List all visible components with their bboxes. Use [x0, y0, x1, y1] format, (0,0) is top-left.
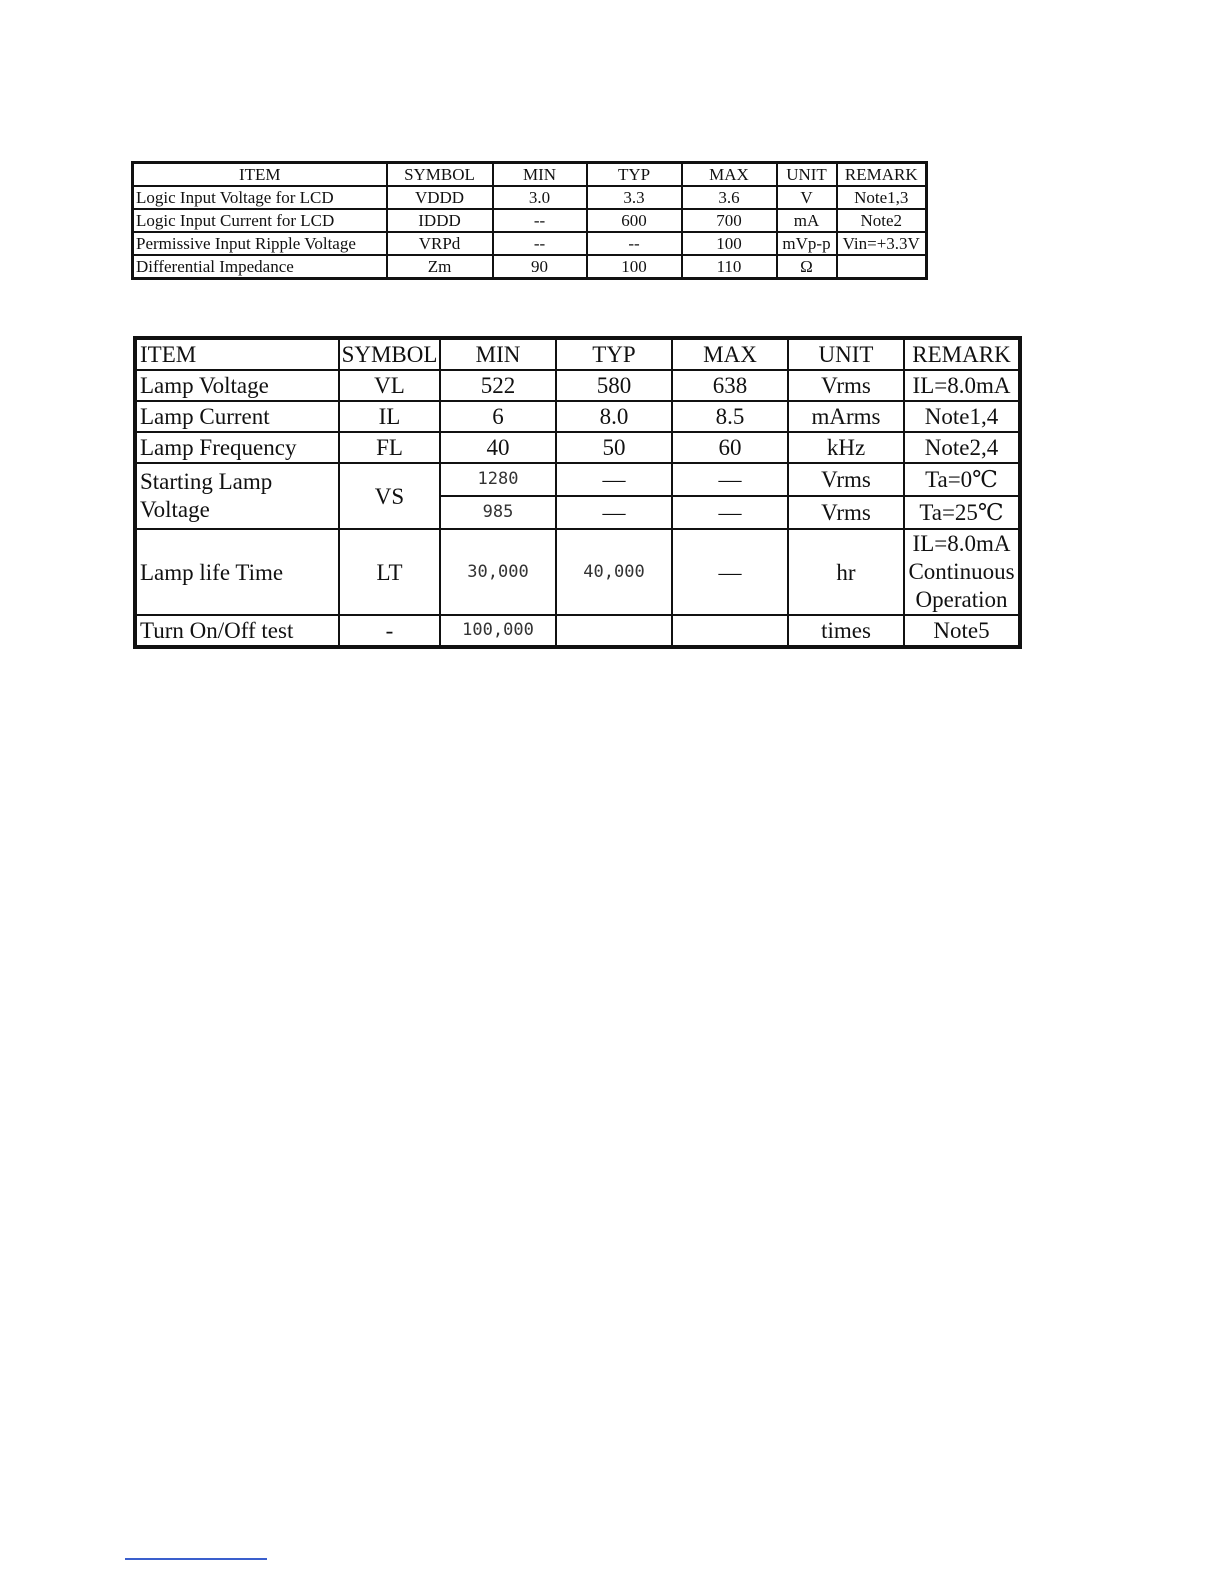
cell-min: 3.0	[493, 186, 587, 209]
header-item: ITEM	[133, 163, 387, 187]
cell-unit: Vrms	[788, 463, 904, 496]
cell-typ: —	[556, 463, 672, 496]
table-row	[135, 370, 1020, 401]
cell-typ: 40,000	[556, 529, 672, 615]
cell-remark: Note1,3	[837, 186, 927, 209]
cell-symbol: IL	[339, 401, 440, 432]
cell-symbol: LT	[339, 529, 440, 615]
cell-unit: mA	[777, 209, 837, 232]
cell-max	[672, 615, 788, 647]
cell-min: 522	[440, 370, 556, 401]
cell-symbol: IDDD	[387, 209, 493, 232]
cell-unit: V	[777, 186, 837, 209]
table-row	[135, 615, 1020, 647]
cell-remark: Ta=0℃	[904, 463, 1020, 496]
table-header-row	[135, 338, 1020, 370]
cell-typ: --	[587, 232, 682, 255]
cell-max: —	[672, 463, 788, 496]
cell-symbol: VRPd	[387, 232, 493, 255]
cell-max: 638	[672, 370, 788, 401]
cell-max: —	[672, 496, 788, 529]
cell-min: 40	[440, 432, 556, 463]
header-min: MIN	[493, 163, 587, 187]
cell-symbol: VDDD	[387, 186, 493, 209]
cell-typ: 580	[556, 370, 672, 401]
cell-item: Turn On/Off test	[135, 615, 339, 647]
cell-typ: —	[556, 496, 672, 529]
cell-symbol: VL	[339, 370, 440, 401]
cell-item: Lamp Frequency	[135, 432, 339, 463]
cell-unit: mVp-p	[777, 232, 837, 255]
cell-item: Lamp Voltage	[135, 370, 339, 401]
cell-max: 110	[682, 255, 777, 279]
cell-max: 60	[672, 432, 788, 463]
header-typ: TYP	[556, 338, 672, 370]
logic-input-spec-table	[131, 161, 928, 280]
header-item: ITEM	[135, 338, 339, 370]
cell-typ: 100	[587, 255, 682, 279]
cell-unit: hr	[788, 529, 904, 615]
table-header-row	[133, 163, 927, 187]
cell-min: 6	[440, 401, 556, 432]
cell-item: Permissive Input Ripple Voltage	[133, 232, 387, 255]
header-max: MAX	[682, 163, 777, 187]
cell-item: Starting Lamp Voltage	[135, 463, 339, 529]
cell-max: 100	[682, 232, 777, 255]
table-row	[135, 401, 1020, 432]
table-row	[135, 432, 1020, 463]
cell-remark: Ta=25℃	[904, 496, 1020, 529]
cell-unit: mArms	[788, 401, 904, 432]
header-symbol: SYMBOL	[387, 163, 493, 187]
header-typ: TYP	[587, 163, 682, 187]
cell-min: --	[493, 232, 587, 255]
cell-item: Differential Impedance	[133, 255, 387, 279]
cell-min: 985	[440, 496, 556, 529]
cell-remark: IL=8.0mA Continuous Operation	[904, 529, 1020, 615]
cell-item: Logic Input Current for LCD	[133, 209, 387, 232]
table-row	[133, 186, 927, 209]
cell-item: Lamp life Time	[135, 529, 339, 615]
header-min: MIN	[440, 338, 556, 370]
cell-typ: 8.0	[556, 401, 672, 432]
cell-remark: Vin=+3.3V	[837, 232, 927, 255]
cell-symbol: -	[339, 615, 440, 647]
cell-unit: kHz	[788, 432, 904, 463]
cell-remark: Note2	[837, 209, 927, 232]
backlight-lamp-spec-table	[133, 336, 1022, 649]
cell-min: 90	[493, 255, 587, 279]
cell-remark	[837, 255, 927, 279]
cell-typ: 50	[556, 432, 672, 463]
cell-symbol: VS	[339, 463, 440, 529]
table-row	[133, 255, 927, 279]
cell-typ: 600	[587, 209, 682, 232]
cell-min: 1280	[440, 463, 556, 496]
cell-min: --	[493, 209, 587, 232]
cell-symbol: FL	[339, 432, 440, 463]
cell-remark: Note1,4	[904, 401, 1020, 432]
header-max: MAX	[672, 338, 788, 370]
cell-remark: IL=8.0mA	[904, 370, 1020, 401]
table-row	[133, 209, 927, 232]
cell-min: 100,000	[440, 615, 556, 647]
cell-unit: times	[788, 615, 904, 647]
header-symbol: SYMBOL	[339, 338, 440, 370]
table-row	[135, 463, 1020, 496]
header-unit: UNIT	[777, 163, 837, 187]
footnote-separator	[125, 1558, 267, 1560]
cell-max: 700	[682, 209, 777, 232]
table-row	[133, 232, 927, 255]
cell-unit: Vrms	[788, 496, 904, 529]
cell-min: 30,000	[440, 529, 556, 615]
cell-max: 8.5	[672, 401, 788, 432]
cell-max: 3.6	[682, 186, 777, 209]
header-remark: REMARK	[904, 338, 1020, 370]
cell-remark: Note5	[904, 615, 1020, 647]
cell-max: —	[672, 529, 788, 615]
cell-symbol: Zm	[387, 255, 493, 279]
header-remark: REMARK	[837, 163, 927, 187]
cell-unit: Ω	[777, 255, 837, 279]
cell-typ	[556, 615, 672, 647]
cell-unit: Vrms	[788, 370, 904, 401]
cell-remark: Note2,4	[904, 432, 1020, 463]
cell-typ: 3.3	[587, 186, 682, 209]
cell-item: Lamp Current	[135, 401, 339, 432]
table-row	[135, 529, 1020, 615]
header-unit: UNIT	[788, 338, 904, 370]
cell-item: Logic Input Voltage for LCD	[133, 186, 387, 209]
